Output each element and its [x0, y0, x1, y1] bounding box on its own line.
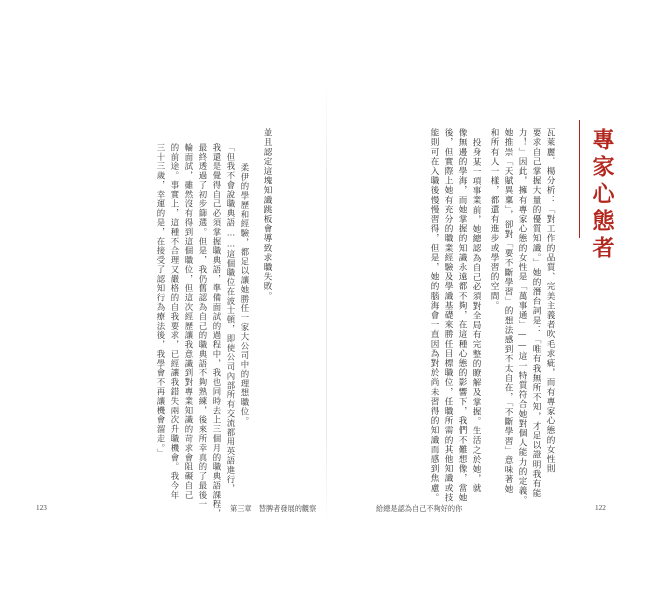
text-column: 後，但實際上她有充分的職業經驗及學識基礎來勝任目標職位，任職所需的其他知識或技 — [443, 128, 453, 503]
page-number: 122 — [595, 504, 606, 512]
text-column: 「但我不會說職典語……這個職位在波士頓，即使公司內部所有交流都用英語進行， — [226, 143, 236, 494]
text-column: 力！」因此，擁有專家心態的女性是「萬事通」——這一特質符合她對個人能力的定義。 — [517, 128, 527, 506]
text-column: 像無邊的學海，而她掌握的知識永遠都不夠，在這種心態的影響下，我們不難想像，當她 — [457, 128, 467, 503]
chapter-title: 專家心態者 — [589, 128, 614, 263]
text-column: 輪面試，雖然沒有得到這個職位，但這次經歷讓我意識到對專業知識的苛求會阻礙自己 — [184, 143, 194, 500]
title-rule — [579, 120, 580, 238]
text-column: 她推崇「天賦異稟」，卻對「要不斷學習」的想法感到不太自在，「不斷學習」意味著她 — [503, 128, 513, 494]
page-number: 123 — [36, 504, 47, 512]
running-head: 給總是認為自己不夠好的你 — [376, 505, 463, 513]
left-page — [0, 0, 327, 609]
text-column: 的前途。事實上，這種不合理又嚴格的自我要求，已經讓我錯失兩次升職機會。我今年 — [170, 143, 180, 500]
running-head: 第三章 替脾者發展的觀察 — [230, 505, 317, 513]
text-column: 我還是覺得自己必須掌握職典語，準備面試的過程中，我也同時去上三個月的職典語課程， — [212, 143, 222, 519]
text-column: 投身某一項事業前，她總認為自己必須對全局有完整的瞭解及掌握。生活之於她，就 — [471, 138, 481, 494]
text-column: 能則可在入職後慢慢習得，但是，她的腦海會一直因為對於尚未習得的知識而感到焦慮。 — [429, 128, 439, 503]
text-column: 和所有人一樣，都還有進步或學習的空間。 — [489, 128, 499, 311]
text-column: 三十三歲，幸運的是，在接受了認知行為療法後，我學會不再讓機會溜走。」 — [156, 143, 166, 459]
text-column: 柔伊的學歷和經驗，都足以讓她勝任一家大公司中的理想職位。 — [240, 163, 250, 426]
text-column: 要求自己掌握大量的優質知識。」她的潛台詞是：「唯有我無所不知，才足以證明我有能 — [531, 128, 541, 499]
text-column: 最終透過了初步篩選。但是，我仍舊認為自己的職典語不夠熟練，後來所幸真的了最後一 — [198, 143, 208, 510]
text-column: 瓦萊麗．楊分析：「對工作的品質、完美主義者吹毛求疵，而有專家心態的女性則 — [545, 128, 555, 474]
text-column: 並且認定這塊知識跳板會導致求職失敗。 — [262, 128, 272, 301]
